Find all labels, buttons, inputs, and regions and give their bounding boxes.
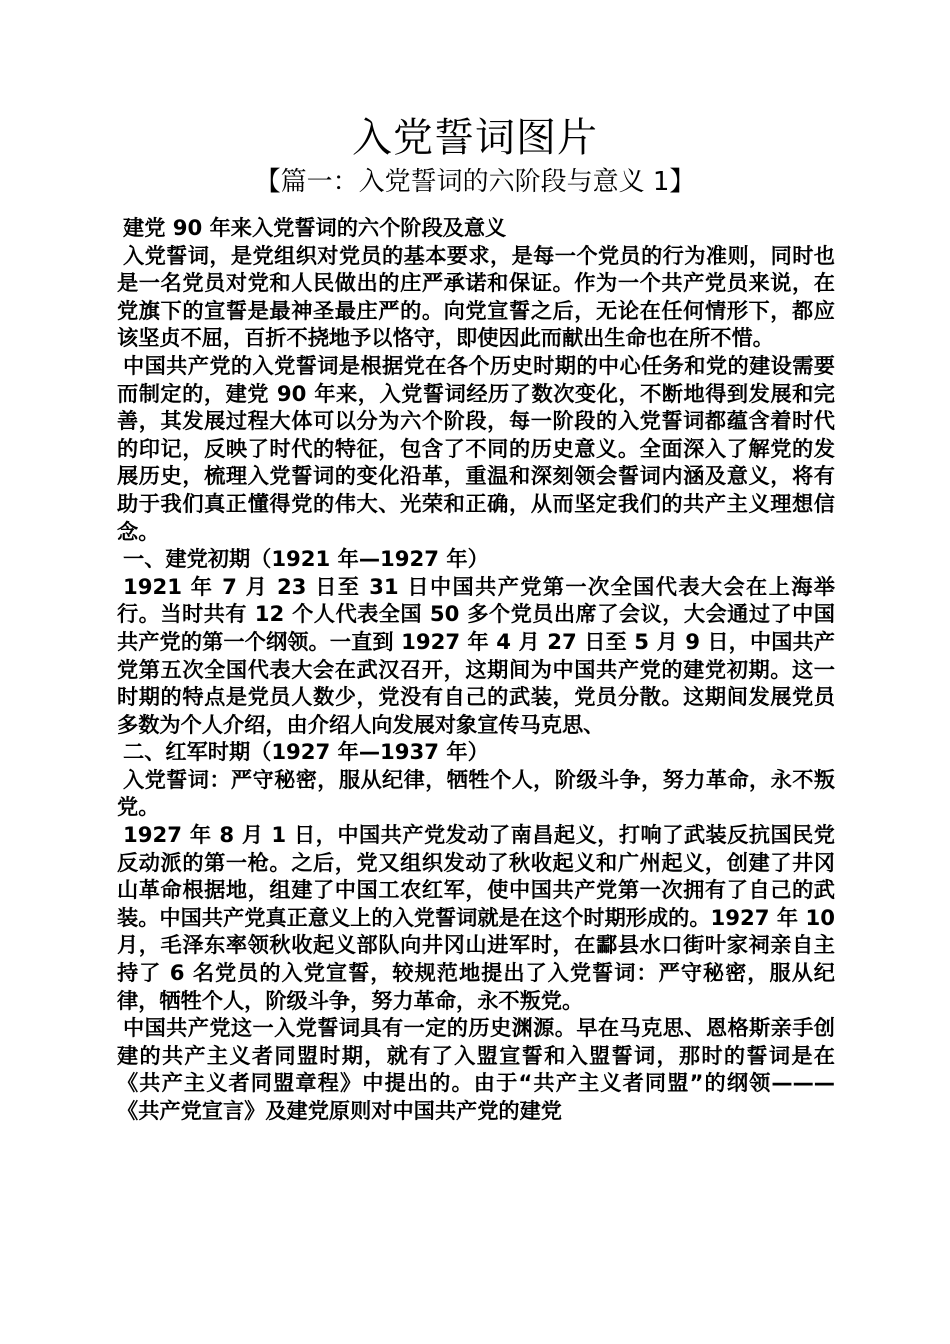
paragraph: 1921 年 7 月 23 日至 31 日中国共产党第一次全国代表大会在上海举行。当时共有 12 个人代表全国 50 多个党员出席了会议，大会通过了中国共产党的第一个纲领。一直到 1927 年 4 月 27 日至 5 月 9 日，中国共产党第五次全国代表大会在武汉召开，这期间为中国共产党的建党初期。这一时期的特点是党员人数少，党没有自己的武装，党员分散。这期间发展党员多数为个人介绍，由介绍人向发展对象宣传马克思、 (117, 573, 835, 737)
paragraph: 中国共产党的入党誓词是根据党在各个历史时期的中心任务和党的建设需要而制定的，建党 90 年来，入党誓词经历了数次变化，不断地得到发展和完善，其发展过程大体可以分为六个阶段，每一阶段的入党誓词都蕴含着时代的印记，反映了时代的特征，包含了不同的历史意义。全面深入了解党的发展历史，梳理入党誓词的变化沿革，重温和深刻领会誓词内涵及意义，将有助于我们真正懂得党的伟大、光荣和正确，从而坚定我们的共产主义理想信念。 (117, 352, 835, 544)
paragraph: 1927 年 8 月 1 日，中国共产党发动了南昌起义，打响了武装反抗国民党反动派的第一枪。之后，党又组织发动了秋收起义和广州起义，创建了井冈山革命根据地，组建了中国工农红军，使中国共产党第一次拥有了自己的武装。中国共产党真正意义上的入党誓词就是在这个时期形成的。1927 年 10 月，毛泽东率领秋收起义部队向井冈山进军时，在酃县水口街叶家祠亲自主持了 6 名党员的入党宣誓，较规范地提出了入党誓词：严守秘密，服从纪律，牺牲个人，阶级斗争，努力革命，永不叛党。 (117, 822, 835, 1013)
paragraph: 入党誓词，是党组织对党员的基本要求，是每一个党员的行为准则，同时也是一名党员对党和人民做出的庄严承诺和保证。作为一个共产党员来说，在党旗下的宣誓是最神圣最庄严的。向党宣誓之后，无论在任何情形下，都应该坚贞不屈，百折不挠地予以恪守，即使因此而献出生命也在所不惜。 (117, 242, 835, 351)
paragraph: 入党誓词：严守秘密，服从纪律，牺牲个人，阶级斗争，努力革命，永不叛党。 (117, 766, 835, 820)
section-heading: 建党 90 年来入党誓词的六个阶段及意义 (123, 215, 507, 240)
section-heading: 一、建党初期（1921 年—1927 年） (123, 546, 489, 572)
paragraph: 中国共产党这一入党誓词具有一定的历史渊源。早在马克思、恩格斯亲手创建的共产主义者同盟时期，就有了入盟宣誓和入盟誓词，那时的誓词是在《共产主义者同盟章程》中提出的。由于“共产主义者同盟”的纲领———《共产党宣言》及建党原则对中国共产党的建党 (117, 1015, 835, 1123)
document-title: 入党誓词图片 (352, 115, 598, 161)
document-body (117, 214, 835, 1125)
document-subtitle: 【篇一：入党誓词的六阶段与意义 1】 (254, 167, 696, 197)
section-heading: 二、红军时期（1927 年—1937 年） (123, 739, 489, 765)
